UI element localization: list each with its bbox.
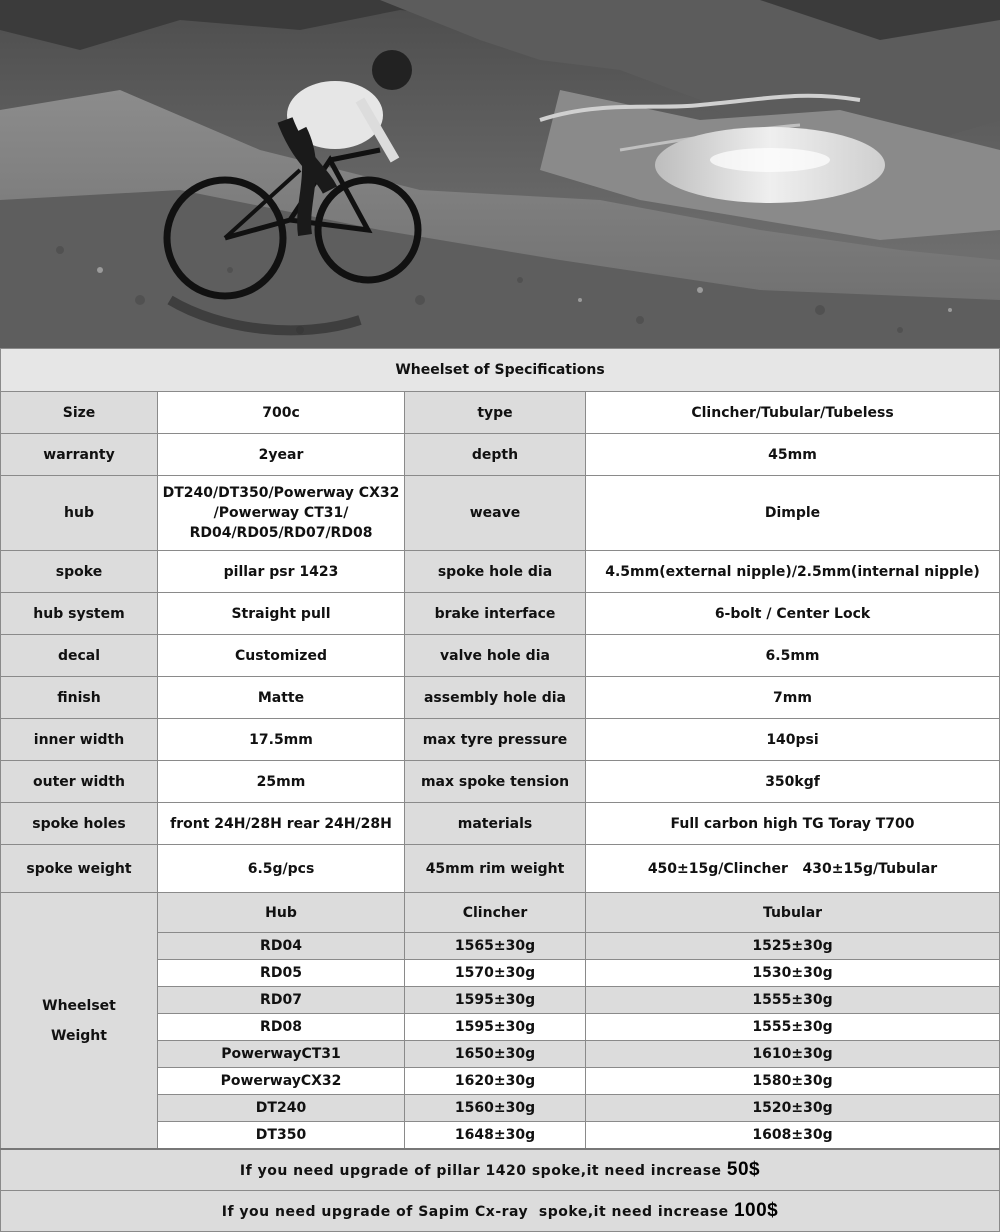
spec-value: Clincher/Tubular/Tubeless	[586, 392, 1000, 434]
spec-row	[1, 476, 1000, 551]
spec-row	[1, 593, 1000, 635]
spec-key: brake interface	[405, 593, 586, 635]
spec-sheet	[0, 348, 1000, 1232]
weight-header-tubular: Tubular	[586, 893, 1000, 933]
spec-key: 45mm rim weight	[405, 845, 586, 893]
spec-key: assembly hole dia	[405, 677, 586, 719]
spec-key: Size	[1, 392, 158, 434]
hub-line: DT240/DT350/Powerway CX32	[162, 485, 400, 501]
spec-value: 450±15g/Clincher 430±15g/Tubular	[586, 845, 1000, 893]
weight-header-clincher: Clincher	[405, 893, 586, 933]
spec-key: weave	[405, 476, 586, 551]
spec-key: spoke	[1, 551, 158, 593]
spec-key: outer width	[1, 761, 158, 803]
spec-value: Matte	[158, 677, 405, 719]
spec-value: 17.5mm	[158, 719, 405, 761]
hero-photo	[0, 0, 1000, 348]
upgrade-row	[1, 1149, 1000, 1191]
spec-key: hub	[1, 476, 158, 551]
spec-key: warranty	[1, 434, 158, 476]
spec-value: 7mm	[586, 677, 1000, 719]
wheelset-weight-label: Wheelset Weight	[1, 893, 158, 1150]
hub-line: RD04/RD05/RD07/RD08	[189, 525, 373, 541]
spec-value: 45mm	[586, 434, 1000, 476]
spec-row	[1, 392, 1000, 434]
spec-value: 25mm	[158, 761, 405, 803]
spec-key: materials	[405, 803, 586, 845]
spec-row	[1, 551, 1000, 593]
spec-value: front 24H/28H rear 24H/28H	[158, 803, 405, 845]
spec-row	[1, 434, 1000, 476]
spec-key: spoke weight	[1, 845, 158, 893]
weight-row: RD05 1570±30g 1530±30g	[1, 960, 1000, 987]
spec-value: 350kgf	[586, 761, 1000, 803]
upgrade-note-1: If you need upgrade of pillar 1420 spoke,it need increase 50$	[1, 1149, 1000, 1191]
spec-key: depth	[405, 434, 586, 476]
spec-row	[1, 803, 1000, 845]
spec-key: max spoke tension	[405, 761, 586, 803]
spec-value: Full carbon high TG Toray T700	[586, 803, 1000, 845]
spec-value: 2year	[158, 434, 405, 476]
spec-row	[1, 845, 1000, 893]
spec-value: 700c	[158, 392, 405, 434]
weight-row: PowerwayCX32 1620±30g 1580±30g	[1, 1068, 1000, 1095]
spec-value: 140psi	[586, 719, 1000, 761]
spec-value: Customized	[158, 635, 405, 677]
spec-value-hub	[158, 476, 405, 551]
spec-key: decal	[1, 635, 158, 677]
mountain-biker-image	[0, 0, 1000, 348]
spec-key: inner width	[1, 719, 158, 761]
weight-row: RD04 1565±30g 1525±30g	[1, 933, 1000, 960]
upgrade-price-1: 50$	[726, 1159, 761, 1180]
spec-key: spoke holes	[1, 803, 158, 845]
upgrade-note-2: If you need upgrade of Sapim Cx-ray spoke,it need increase 100$	[1, 1191, 1000, 1232]
spec-key: type	[405, 392, 586, 434]
spec-row	[1, 677, 1000, 719]
spec-table	[0, 348, 1000, 1232]
weight-row: RD08 1595±30g 1555±30g	[1, 1014, 1000, 1041]
spec-value: Straight pull	[158, 593, 405, 635]
spec-key: spoke hole dia	[405, 551, 586, 593]
upgrade-row	[1, 1191, 1000, 1232]
weight-header-row	[1, 893, 1000, 933]
spec-row	[1, 719, 1000, 761]
spec-key: max tyre pressure	[405, 719, 586, 761]
spec-key: valve hole dia	[405, 635, 586, 677]
weight-row: DT350 1648±30g 1608±30g	[1, 1122, 1000, 1150]
spec-value: 6.5g/pcs	[158, 845, 405, 893]
spec-value: 6.5mm	[586, 635, 1000, 677]
spec-row	[1, 761, 1000, 803]
spec-value: 4.5mm(external nipple)/2.5mm(internal nipple)	[586, 551, 1000, 593]
weight-header-hub: Hub	[158, 893, 405, 933]
spec-value: pillar psr 1423	[158, 551, 405, 593]
weight-row: PowerwayCT31 1650±30g 1610±30g	[1, 1041, 1000, 1068]
spec-key: finish	[1, 677, 158, 719]
weight-row: RD07 1595±30g 1555±30g	[1, 987, 1000, 1014]
spec-value: 6-bolt / Center Lock	[586, 593, 1000, 635]
spec-row	[1, 635, 1000, 677]
hub-line: /Powerway CT31/	[213, 505, 349, 521]
spec-value: Dimple	[586, 476, 1000, 551]
weight-row: DT240 1560±30g 1520±30g	[1, 1095, 1000, 1122]
spec-key: hub system	[1, 593, 158, 635]
table-title: Wheelset of Specifications	[1, 349, 1000, 392]
upgrade-price-2: 100$	[733, 1200, 779, 1221]
